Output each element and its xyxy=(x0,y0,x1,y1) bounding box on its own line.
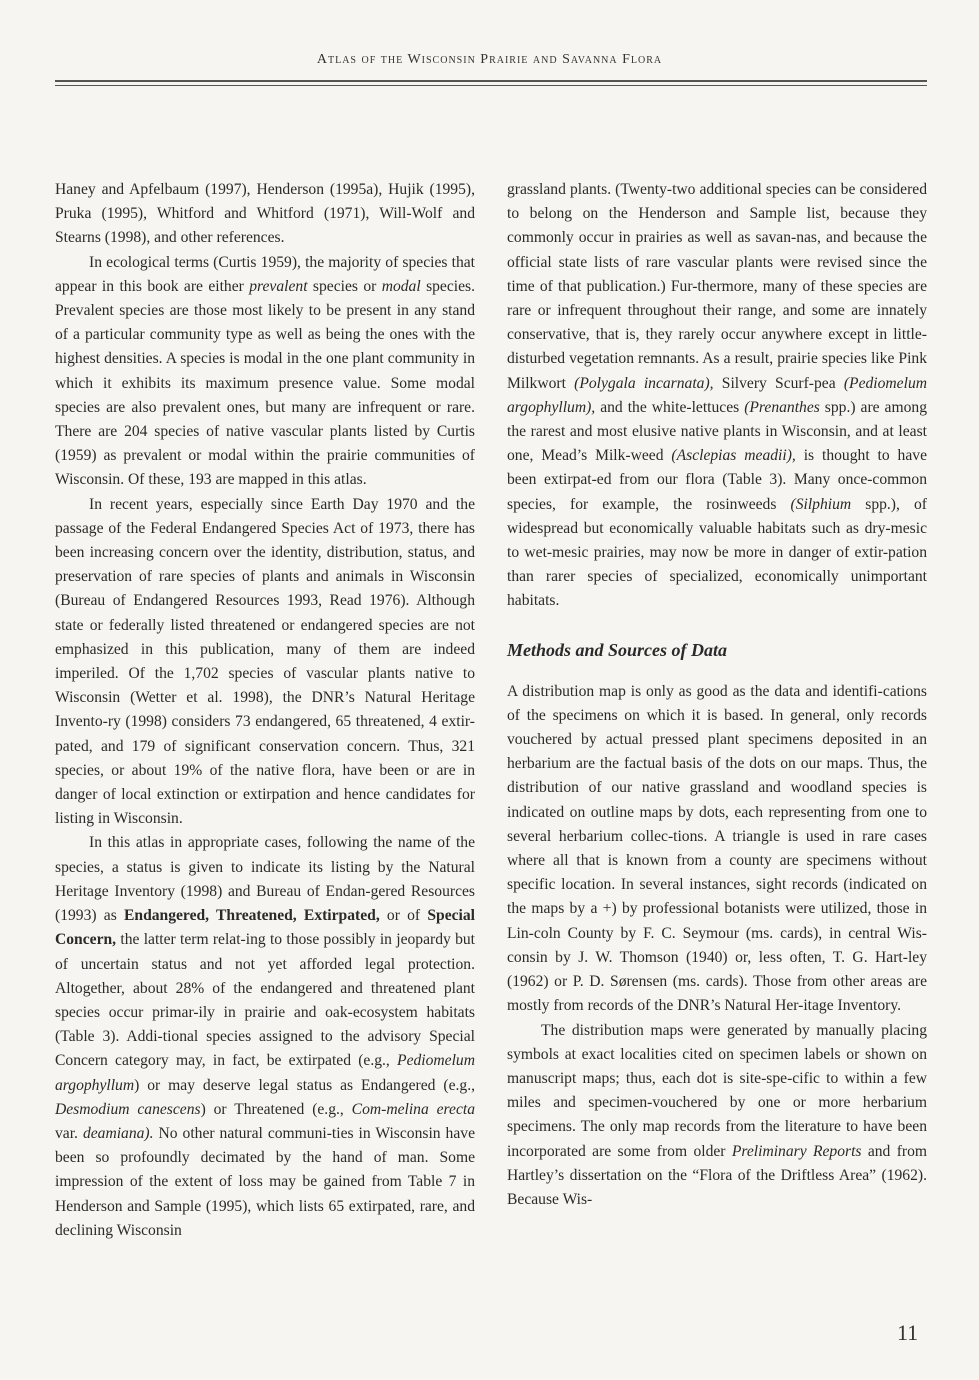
paragraph: In this atlas in appropriate cases, following the name of the species, a status is given to indicate its listing by the Natural Heritage Inventory (1998) and Bureau of Endan-gered Resources (1993) as Endangered, Threatened, Extirpated, or of Special Concern, the latter term relat-ing to those possibly in jeopardy but of uncertain status and not yet afforded legal protection. Altogether, about 28% of the endangered and threatened plant species occur primar-ily in prairie and oak-ecosystem habitats (Table 3). Addi-tional species assigned to the advisory Special Concern category may, in fact, be extirpated (e.g., Pediomelum argophyllum) or may deserve legal status as Endangered (e.g., Desmodium canescens) or Threatened (e.g., Com-melina erecta var. deamiana). No other natural communi-ties in Wisconsin have been so profoundly decimated by the hand of man. Some impression of the extent of loss may be gained from Table 7 in Henderson and Sample (1995), which lists 65 extirpated, rare, and declining Wisconsin xyxy=(55,834,476,1239)
right-column xyxy=(507,178,927,1212)
header-rule-thick xyxy=(55,80,927,82)
page-number: 11 xyxy=(897,1320,919,1345)
running-head: Atlas of the Wisconsin Prairie and Savanna Flora xyxy=(316,52,663,67)
left-column xyxy=(55,178,475,1243)
paragraph: In ecological terms (Curtis 1959), the majority of species that appear in this book are either prevalent species or modal species. Prevalent species are those most likely to be present in any stand of a particular community type as well as being the ones with the highest densities. A species is modal in the one plant community in which it exhibits its maximum presence value. Some modal species are also prevalent ones, but many are infrequent or rare. There are 204 species of native vascular plants listed by Curtis (1959) as prevalent or modal within the prairie communities of Wisconsin. Of these, 193 are mapped in this atlas. xyxy=(55,253,475,489)
paragraph: grassland plants. (Twenty-two additional species can be considered to belong on the Henderson and Sample list, because they commonly occur in prairies as well as savan-nas, and because the official state lists of rare vascular plants were revised since the time of that publication.) Fur-thermore, many of these species are rare or infrequent throughout their range, and some are innately conservative, that is, they rarely occur anywhere except in little-disturbed vegetation remnants. As a result, prairie species like Pink Milkwort (Polygala incarnata), Silvery Scurf-pea (Pediomelum argophyllum), and the white-lettuces (Prenanthes spp.) are among the rarest and most elusive native plants in Wisconsin, and at least one, Mead’s Milk-weed (Asclepias meadii), is thought to have been extirpat-ed from our flora (Table 3). Many once-common species, for example, the rosinweeds (Silphium spp.), of widespread but economically valuable habitats such as dry-mesic to wet-mesic prairies, may now be more in danger of extir-pation than rarer species of specialized, economically unimportant habitats. xyxy=(507,181,928,610)
paragraph: The distribution maps were generated by manually placing symbols at exact localities cited on specimen labels or shown on manuscript maps; thus, each dot is site-spe-cific to within a few miles and specimen-vouchered by one or more herbarium specimens. The only map records from the literature to have been incorporated are some from older Preliminary Reports and from Hartley’s dissertation on the “Flora of the Driftless Area” (1962). Because Wis- xyxy=(507,1021,928,1208)
paragraph: A distribution map is only as good as the data and identifi-cations of the specimens on which it is based. In general, only records vouchered by actual pressed plant specimens deposited in an herbarium are the factual basis of the dots on our maps. Thus, the distribution of our native grassland and woodland species is indicated on outline maps by dots, each representing from one to several herbarium collec-tions. A triangle is used in rare cases where all that is known from a county are specimens without specific location. In several instances, sight records (indicated on the maps by a +) by professional botanists were utilized, those in Lin-coln County by F. C. Seymour (ms. cards), in central Wis-consin by J. W. Thomson (1940) or, less often, T. G. Hart-ley (1962) or P. D. Sørensen (ms. cards). Those from other areas are mostly from records of the DNR’s Natural Her-itage Inventory. xyxy=(507,682,927,1015)
paragraph: Haney and Apfelbaum (1997), Henderson (1995a), Hujik (1995), Pruka (1995), Whitford and Whitford (1971), Will-Wolf and Stearns (1998), and other references. xyxy=(55,181,475,247)
header-rule-thin xyxy=(55,85,927,86)
paragraph: In recent years, especially since Earth Day 1970 and the passage of the Federal Endangered Species Act of 1973, there has been increasing concern over the identity, distribution, status, and preservation of rare species of plants and animals in Wisconsin (Bureau of Endangered Resources 1993, Read 1976). Although state or federally listed threatened or endangered species are not emphasized in this publication, many of them are indeed imperiled. Of the 1,702 species of vascular plants native to Wisconsin (Wetter et al. 1998), the DNR’s Natural Heritage Invento-ry (1998) considers 73 endangered, 65 threatened, 4 extir-pated, and 179 of significant conservation concern. Thus, 321 species, or about 19% of the native flora, have been or are in danger of local extinction or extirpation and hence candidates for listing in Wisconsin. xyxy=(55,495,475,828)
section-heading: Methods and Sources of Data xyxy=(507,639,728,660)
